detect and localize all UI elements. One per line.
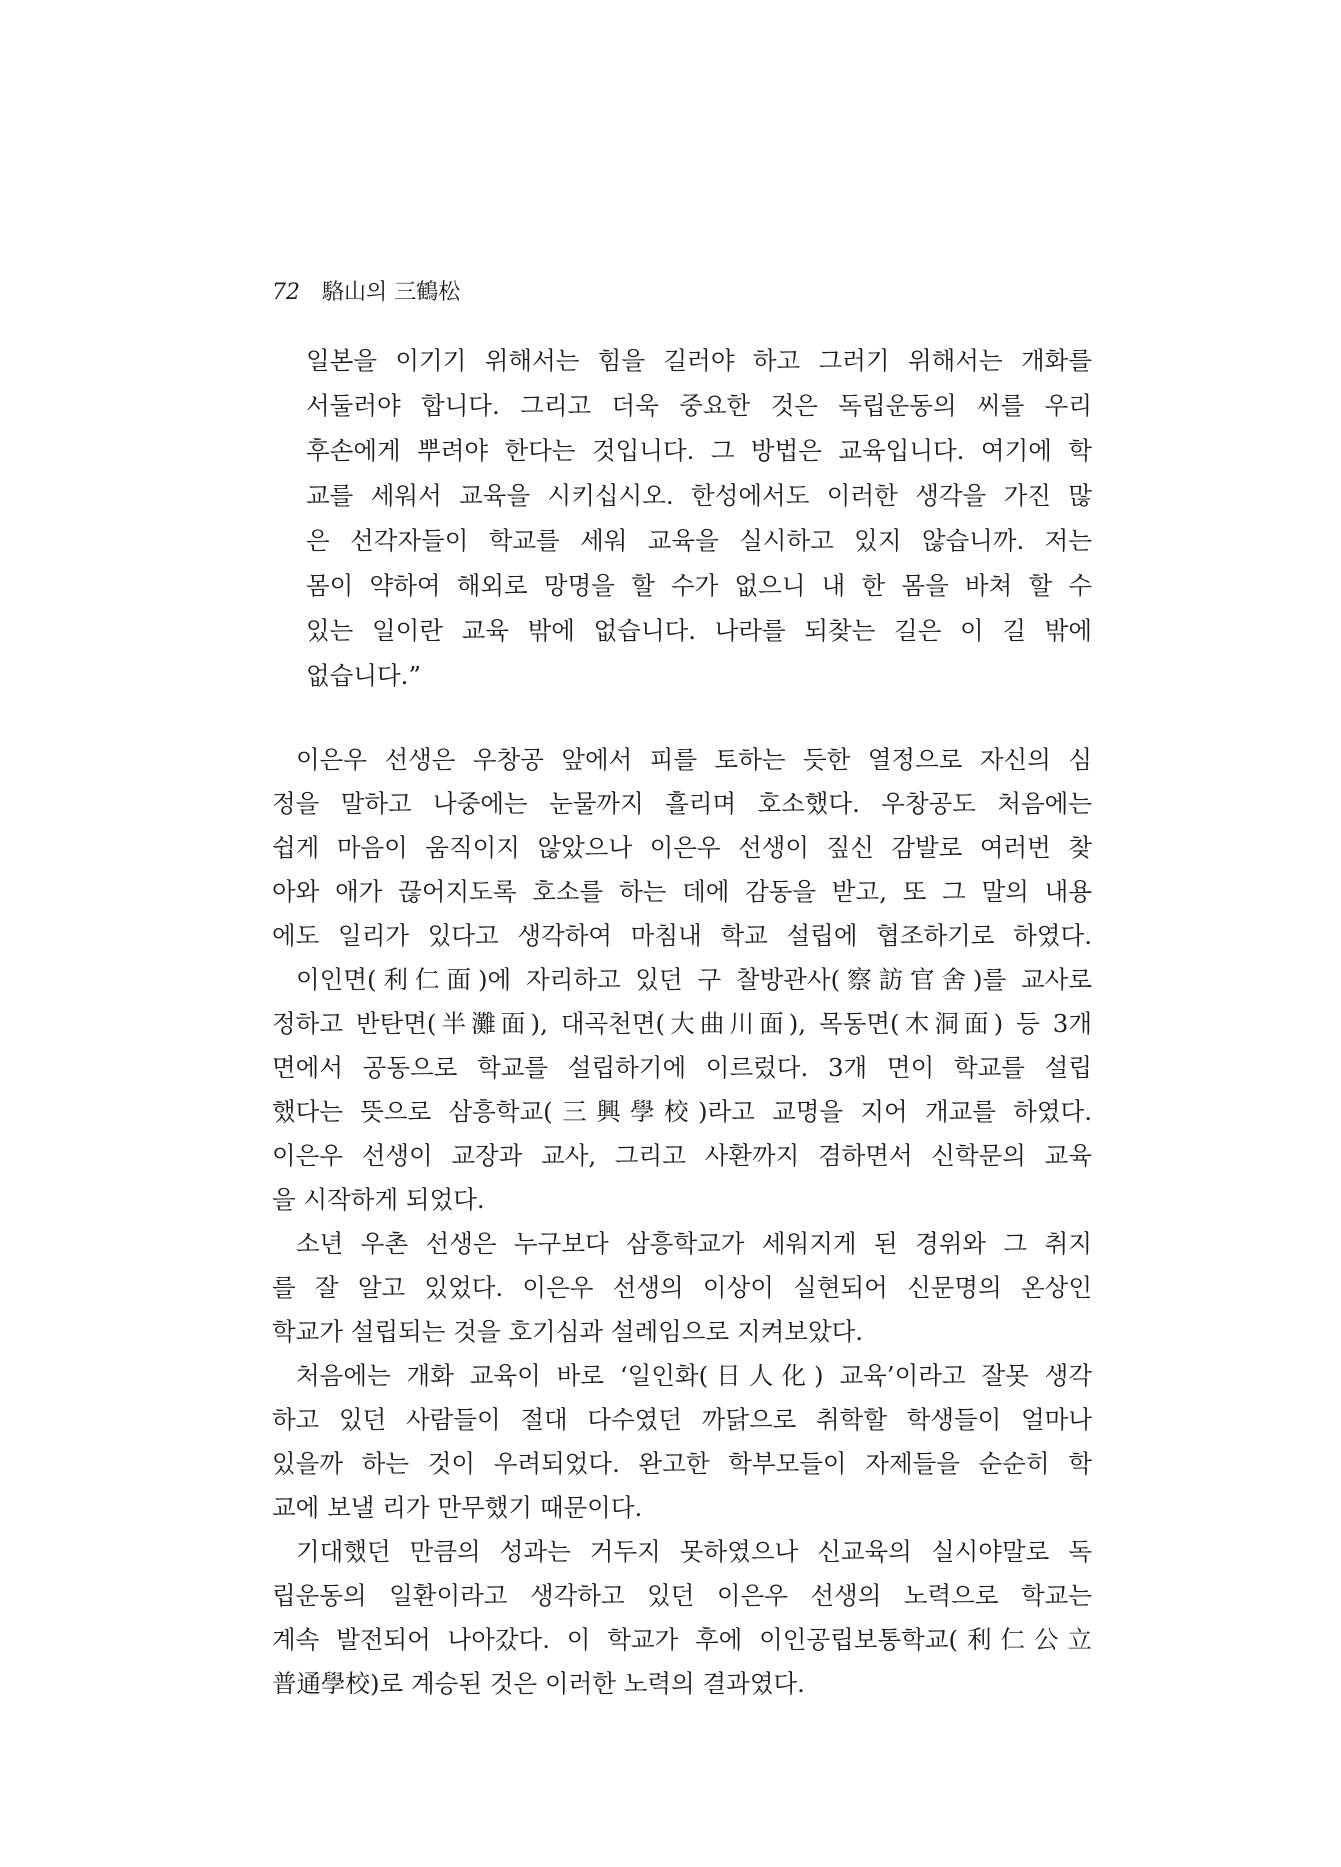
paragraph-line: 정을 말하고 나중에는 눈물까지 흘리며 호소했다. 우창공도 처음에는 bbox=[272, 789, 1092, 818]
quote-block bbox=[272, 338, 1092, 698]
paragraph-line: 처음에는 개화 교육이 바로 ‘일인화(日人化) 교육’이라고 잘못 생각 bbox=[296, 1361, 1092, 1390]
paragraph-line: 계속 발전되어 나아갔다. 이 학교가 후에 이인공립보통학교(利仁公立 bbox=[272, 1625, 1092, 1654]
paragraph-line: 하고 있던 사람들이 절대 다수였던 까닭으로 취학할 학생들이 얼마나 bbox=[272, 1405, 1092, 1434]
running-header bbox=[272, 278, 460, 308]
running-title: 駱山의 三鶴松 bbox=[322, 280, 461, 305]
paragraph bbox=[272, 958, 1092, 1222]
quote-line: 서둘러야 합니다. 그리고 더욱 중요한 것은 독립운동의 씨를 우리 bbox=[306, 391, 1092, 420]
paragraph-line: 에도 일리가 있다고 생각하여 마침내 학교 설립에 협조하기로 하였다. bbox=[272, 921, 1092, 950]
quote-line: 교를 세워서 교육을 시키십시오. 한성에서도 이러한 생각을 가진 많 bbox=[306, 481, 1092, 510]
paragraph-line: 있을까 하는 것이 우려되었다. 완고한 학부모들이 자제들을 순순히 학 bbox=[272, 1449, 1092, 1478]
body-text bbox=[272, 338, 1092, 1706]
paragraph-line: 을 시작하게 되었다. bbox=[272, 1185, 485, 1214]
paragraph-line: 普通學校)로 계승된 것은 이러한 노력의 결과였다. bbox=[272, 1669, 805, 1698]
paragraph-line: 를 잘 알고 있었다. 이은우 선생의 이상이 실현되어 신문명의 온상인 bbox=[272, 1273, 1092, 1302]
paragraph-line: 정하고 반탄면(半灘面), 대곡천면(大曲川面), 목동면(木洞面) 등 3개 bbox=[272, 1009, 1092, 1038]
paragraph-line: 했다는 뜻으로 삼흥학교(三興學校)라고 교명을 지어 개교를 하였다. bbox=[272, 1097, 1092, 1126]
paragraph-line: 학교가 설립되는 것을 호기심과 설레임으로 지켜보았다. bbox=[272, 1317, 864, 1346]
paragraph-line: 면에서 공동으로 학교를 설립하기에 이르렀다. 3개 면이 학교를 설립 bbox=[272, 1053, 1092, 1082]
paragraph-line: 쉽게 마음이 움직이지 않았으나 이은우 선생이 짚신 감발로 여러번 찾 bbox=[272, 833, 1092, 862]
section-gap bbox=[272, 698, 1092, 738]
page-number: 72 bbox=[272, 280, 300, 305]
quote-line: 있는 일이란 교육 밖에 없습니다. 나라를 되찾는 길은 이 길 밖에 bbox=[306, 616, 1092, 645]
quote-line: 일본을 이기기 위해서는 힘을 길러야 하고 그러기 위해서는 개화를 bbox=[306, 346, 1092, 375]
quote-line: 후손에게 뿌려야 한다는 것입니다. 그 방법은 교육입니다. 여기에 학 bbox=[306, 436, 1092, 465]
paragraph-line: 아와 애가 끊어지도록 호소를 하는 데에 감동을 받고, 또 그 말의 내용 bbox=[272, 877, 1092, 906]
paragraph bbox=[272, 1222, 1092, 1354]
paragraph-line: 이인면(利仁面)에 자리하고 있던 구 찰방관사(察訪官舍)를 교사로 bbox=[296, 965, 1092, 994]
quote-line: 은 선각자들이 학교를 세워 교육을 실시하고 있지 않습니까. 저는 bbox=[306, 526, 1092, 555]
quote-line: 없습니다.” bbox=[306, 661, 421, 690]
paragraph-line: 이은우 선생이 교장과 교사, 그리고 사환까지 겸하면서 신학문의 교육 bbox=[272, 1141, 1092, 1170]
paragraph bbox=[272, 1354, 1092, 1530]
paragraph-line: 립운동의 일환이라고 생각하고 있던 이은우 선생의 노력으로 학교는 bbox=[272, 1581, 1092, 1610]
paragraph-line: 기대했던 만큼의 성과는 거두지 못하였으나 신교육의 실시야말로 독 bbox=[296, 1537, 1092, 1566]
paragraph-line: 이은우 선생은 우창공 앞에서 피를 토하는 듯한 열정으로 자신의 심 bbox=[296, 745, 1092, 774]
paragraph-line: 교에 보낼 리가 만무했기 때문이다. bbox=[272, 1493, 643, 1522]
quote-line: 몸이 약하여 해외로 망명을 할 수가 없으니 내 한 몸을 바쳐 할 수 bbox=[306, 571, 1092, 600]
paragraph-line: 소년 우촌 선생은 누구보다 삼흥학교가 세워지게 된 경위와 그 취지 bbox=[296, 1229, 1092, 1258]
paragraph bbox=[272, 738, 1092, 958]
paragraph bbox=[272, 1530, 1092, 1706]
